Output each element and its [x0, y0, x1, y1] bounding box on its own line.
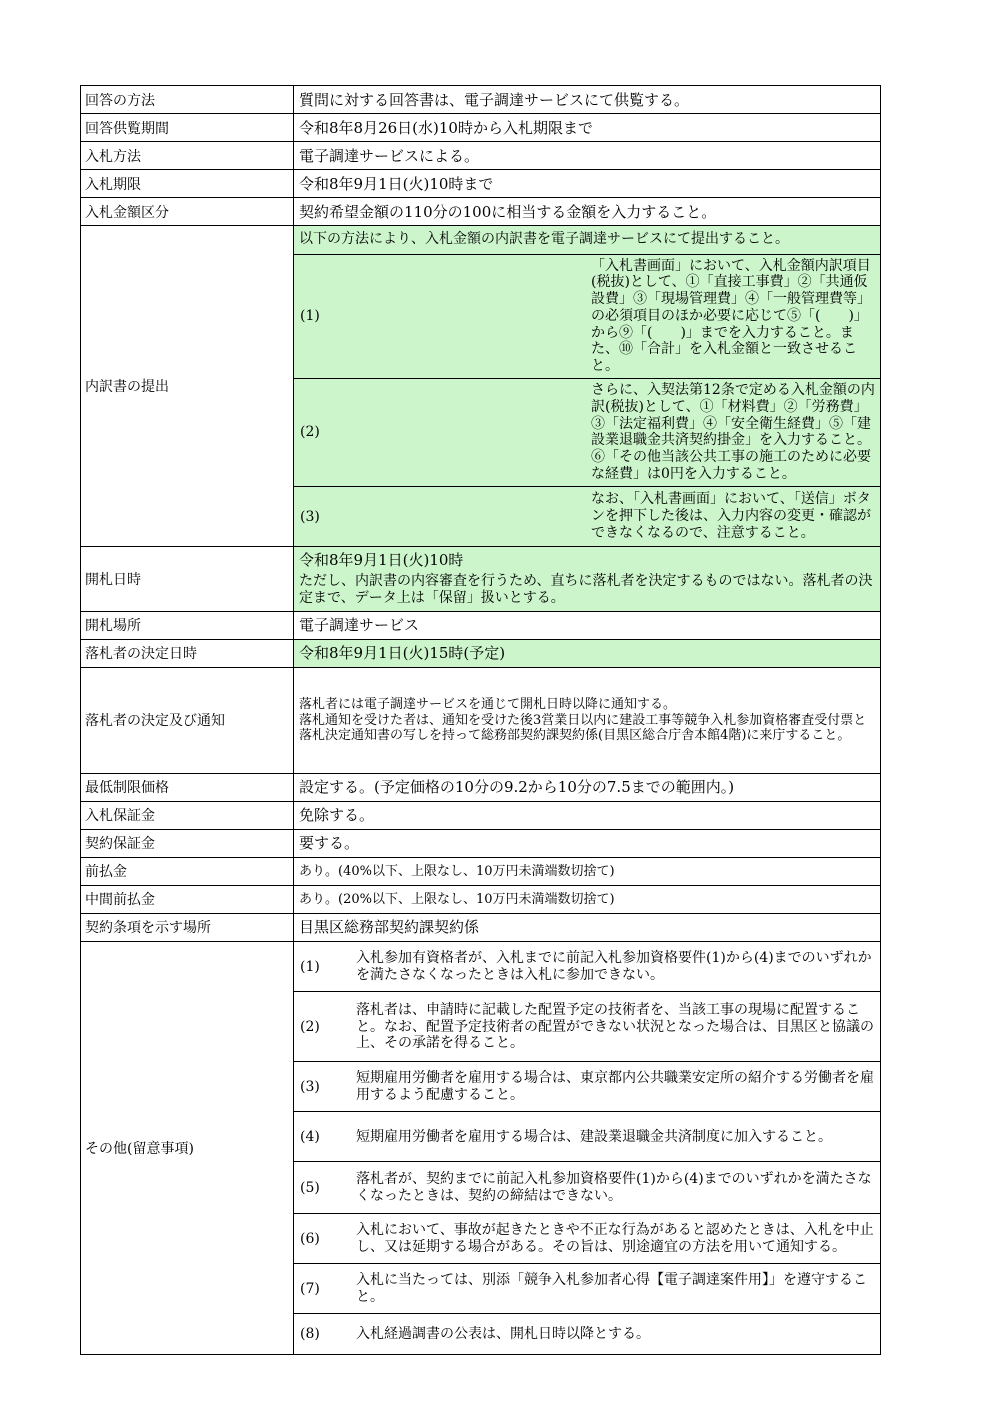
tender-document — [80, 85, 881, 1355]
row-others — [81, 941, 881, 1354]
breakdown-item — [294, 379, 880, 487]
breakdown-cell — [294, 226, 881, 547]
item-text: なお、「入札書画面」において、「送信」ボタンを押下した後は、入力内容の変更・確認ができなくなるので、注意すること。 — [587, 486, 880, 546]
row-bid-deadline — [81, 170, 881, 198]
breakdown-intro: 以下の方法により、入札金額の内訳書を電子調達サービスにて提出すること。 — [294, 226, 880, 254]
row-answer-period — [81, 114, 881, 142]
winner-notice-line1: 落札者には電子調達サービスを通じて開札日時以降に通知する。 — [299, 697, 677, 713]
item-text: 入札において、事故が起きたときや不正な行為があると認めたときは、入札を中止し、又は延期する場合がある。その旨は、別途適宜の方法を用いて通知する。 — [352, 1214, 880, 1264]
breakdown-item — [294, 486, 880, 546]
row-value: 要する。 — [294, 829, 881, 857]
row-value: あり。(40%以下、上限なし、10万円未満端数切捨て) — [294, 857, 881, 885]
row-label: 開札日時 — [81, 547, 294, 612]
row-label: 契約条項を示す場所 — [81, 913, 294, 941]
opening-date-note: ただし、内訳書の内容審査を行うため、直ちに落札者を決定するものではない。落札者の決定まで、データ上は「保留」扱いとする。 — [299, 573, 873, 607]
item-number: (5) — [294, 1162, 352, 1214]
others-item — [294, 1062, 880, 1112]
row-winner-date — [81, 639, 881, 667]
others-item — [294, 992, 880, 1062]
item-text: 入札に当たっては、別添「競争入札参加者心得【電子調達案件用】」を遵守すること。 — [352, 1264, 880, 1314]
row-label: 契約保証金 — [81, 829, 294, 857]
row-value: 電子調達サービスによる。 — [294, 142, 881, 170]
others-item — [294, 1314, 880, 1354]
winner-notice-cell — [294, 667, 881, 773]
row-label: その他(留意事項) — [81, 941, 294, 1354]
row-bid-amount — [81, 198, 881, 226]
item-number: (7) — [294, 1264, 352, 1314]
others-item — [294, 1264, 880, 1314]
item-text: 入札参加有資格者が、入札までに前記入札参加資格要件(1)から(4)までのいずれかを満たさなくなったときは入札に参加できない。 — [356, 949, 872, 983]
winner-notice-line2: 落札通知を受けた者は、通知を受けた後3営業日以内に建設工事等競争入札参加資格審査受付票と落札決定通知書の写しを持って総務部契約課契約係(目黒区総合庁舎本館4階)に来庁すること。 — [299, 712, 867, 744]
row-value: 令和8年8月26日(水)10時から入札期限まで — [294, 114, 881, 142]
row-opening-date — [81, 547, 881, 612]
item-number: (8) — [294, 1314, 352, 1354]
item-text: さらに、入契法第12条で定める入札金額の内訳(税抜)として、①「材料費」②「労務費」③「法定福利費」④「安全衛生経費」⑤「建設業退職金共済契約掛金」を入力すること。⑥「その他当該公共工事の施工のために必要な経費」は0円を入力すること。 — [587, 379, 880, 487]
others-subtable — [294, 942, 880, 1354]
item-number: (1) — [294, 254, 587, 379]
item-number: (3) — [294, 1062, 352, 1112]
row-mid-advance — [81, 885, 881, 913]
others-item — [294, 1162, 880, 1214]
item-number: (3) — [294, 486, 587, 546]
row-label: 入札保証金 — [81, 801, 294, 829]
row-label: 最低制限価格 — [81, 773, 294, 801]
row-label: 落札者の決定日時 — [81, 639, 294, 667]
row-label: 入札方法 — [81, 142, 294, 170]
others-item — [294, 942, 880, 992]
row-value: 目黒区総務部契約課契約係 — [294, 913, 881, 941]
others-item — [294, 1112, 880, 1162]
row-advance — [81, 857, 881, 885]
others-cell — [294, 941, 881, 1354]
row-bid-bond — [81, 801, 881, 829]
row-terms-place — [81, 913, 881, 941]
row-label: 前払金 — [81, 857, 294, 885]
row-min-price — [81, 773, 881, 801]
row-value: 令和8年9月1日(火)10時まで — [294, 170, 881, 198]
row-value: 電子調達サービス — [294, 611, 881, 639]
row-label: 内訳書の提出 — [81, 226, 294, 547]
breakdown-item — [294, 254, 880, 379]
item-text: 短期雇用労働者を雇用する場合は、建設業退職金共済制度に加入すること。 — [352, 1112, 880, 1162]
row-value: 契約希望金額の110分の100に相当する金額を入力すること。 — [294, 198, 881, 226]
item-number: (2) — [294, 992, 352, 1062]
row-label: 回答の方法 — [81, 86, 294, 114]
item-text: 「入札書画面」において、入札金額内訳項目(税抜)として、①「直接工事費」②「共通仮設費」③「現場管理費」④「一般管理費等」の必須項目のほか必要に応じて⑤「( )」から⑨「( )」までを入力すること。また、⑩「合計」を入札金額と一致させること。 — [587, 254, 880, 379]
item-text: 入札経過調書の公表は、開札日時以降とする。 — [352, 1314, 880, 1354]
row-value: 質問に対する回答書は、電子調達サービスにて供覧する。 — [294, 86, 881, 114]
item-text: 短期雇用労働者を雇用する場合は、東京都内公共職業安定所の紹介する労働者を雇用するよう配慮すること。 — [352, 1062, 880, 1112]
item-number: (2) — [294, 379, 587, 487]
opening-date-cell — [294, 547, 881, 612]
row-label: 開札場所 — [81, 611, 294, 639]
row-bid-method — [81, 142, 881, 170]
row-label: 入札期限 — [81, 170, 294, 198]
tender-conditions-table — [80, 85, 881, 1355]
row-label: 落札者の決定及び通知 — [81, 667, 294, 773]
row-winner-notice — [81, 667, 881, 773]
item-number: (6) — [294, 1214, 352, 1264]
others-item — [294, 1214, 880, 1264]
item-number: (4) — [294, 1112, 352, 1162]
row-value: 令和8年9月1日(火)15時(予定) — [294, 639, 881, 667]
row-breakdown — [81, 226, 881, 547]
breakdown-subtable — [294, 226, 880, 546]
row-label: 入札金額区分 — [81, 198, 294, 226]
row-answer-method — [81, 86, 881, 114]
row-value: あり。(20%以下、上限なし、10万円未満端数切捨て) — [294, 885, 881, 913]
item-number: (1) — [300, 958, 320, 975]
row-label: 回答供覧期間 — [81, 114, 294, 142]
row-label: 中間前払金 — [81, 885, 294, 913]
row-value: 設定する。(予定価格の10分の9.2から10分の7.5までの範囲内。) — [294, 773, 881, 801]
row-contract-bond — [81, 829, 881, 857]
row-opening-place — [81, 611, 881, 639]
item-text: 落札者が、契約までに前記入札参加資格要件(1)から(4)までのいずれかを満たさなくなったときは、契約の締結はできない。 — [352, 1162, 880, 1214]
row-value: 免除する。 — [294, 801, 881, 829]
item-text: 落札者は、申請時に記載した配置予定の技術者を、当該工事の現場に配置すること。なお、配置予定技術者の配置ができない状況となった場合は、目黒区と協議の上、その承諾を得ること。 — [352, 992, 880, 1062]
opening-date-value: 令和8年9月1日(火)10時 — [299, 551, 464, 570]
